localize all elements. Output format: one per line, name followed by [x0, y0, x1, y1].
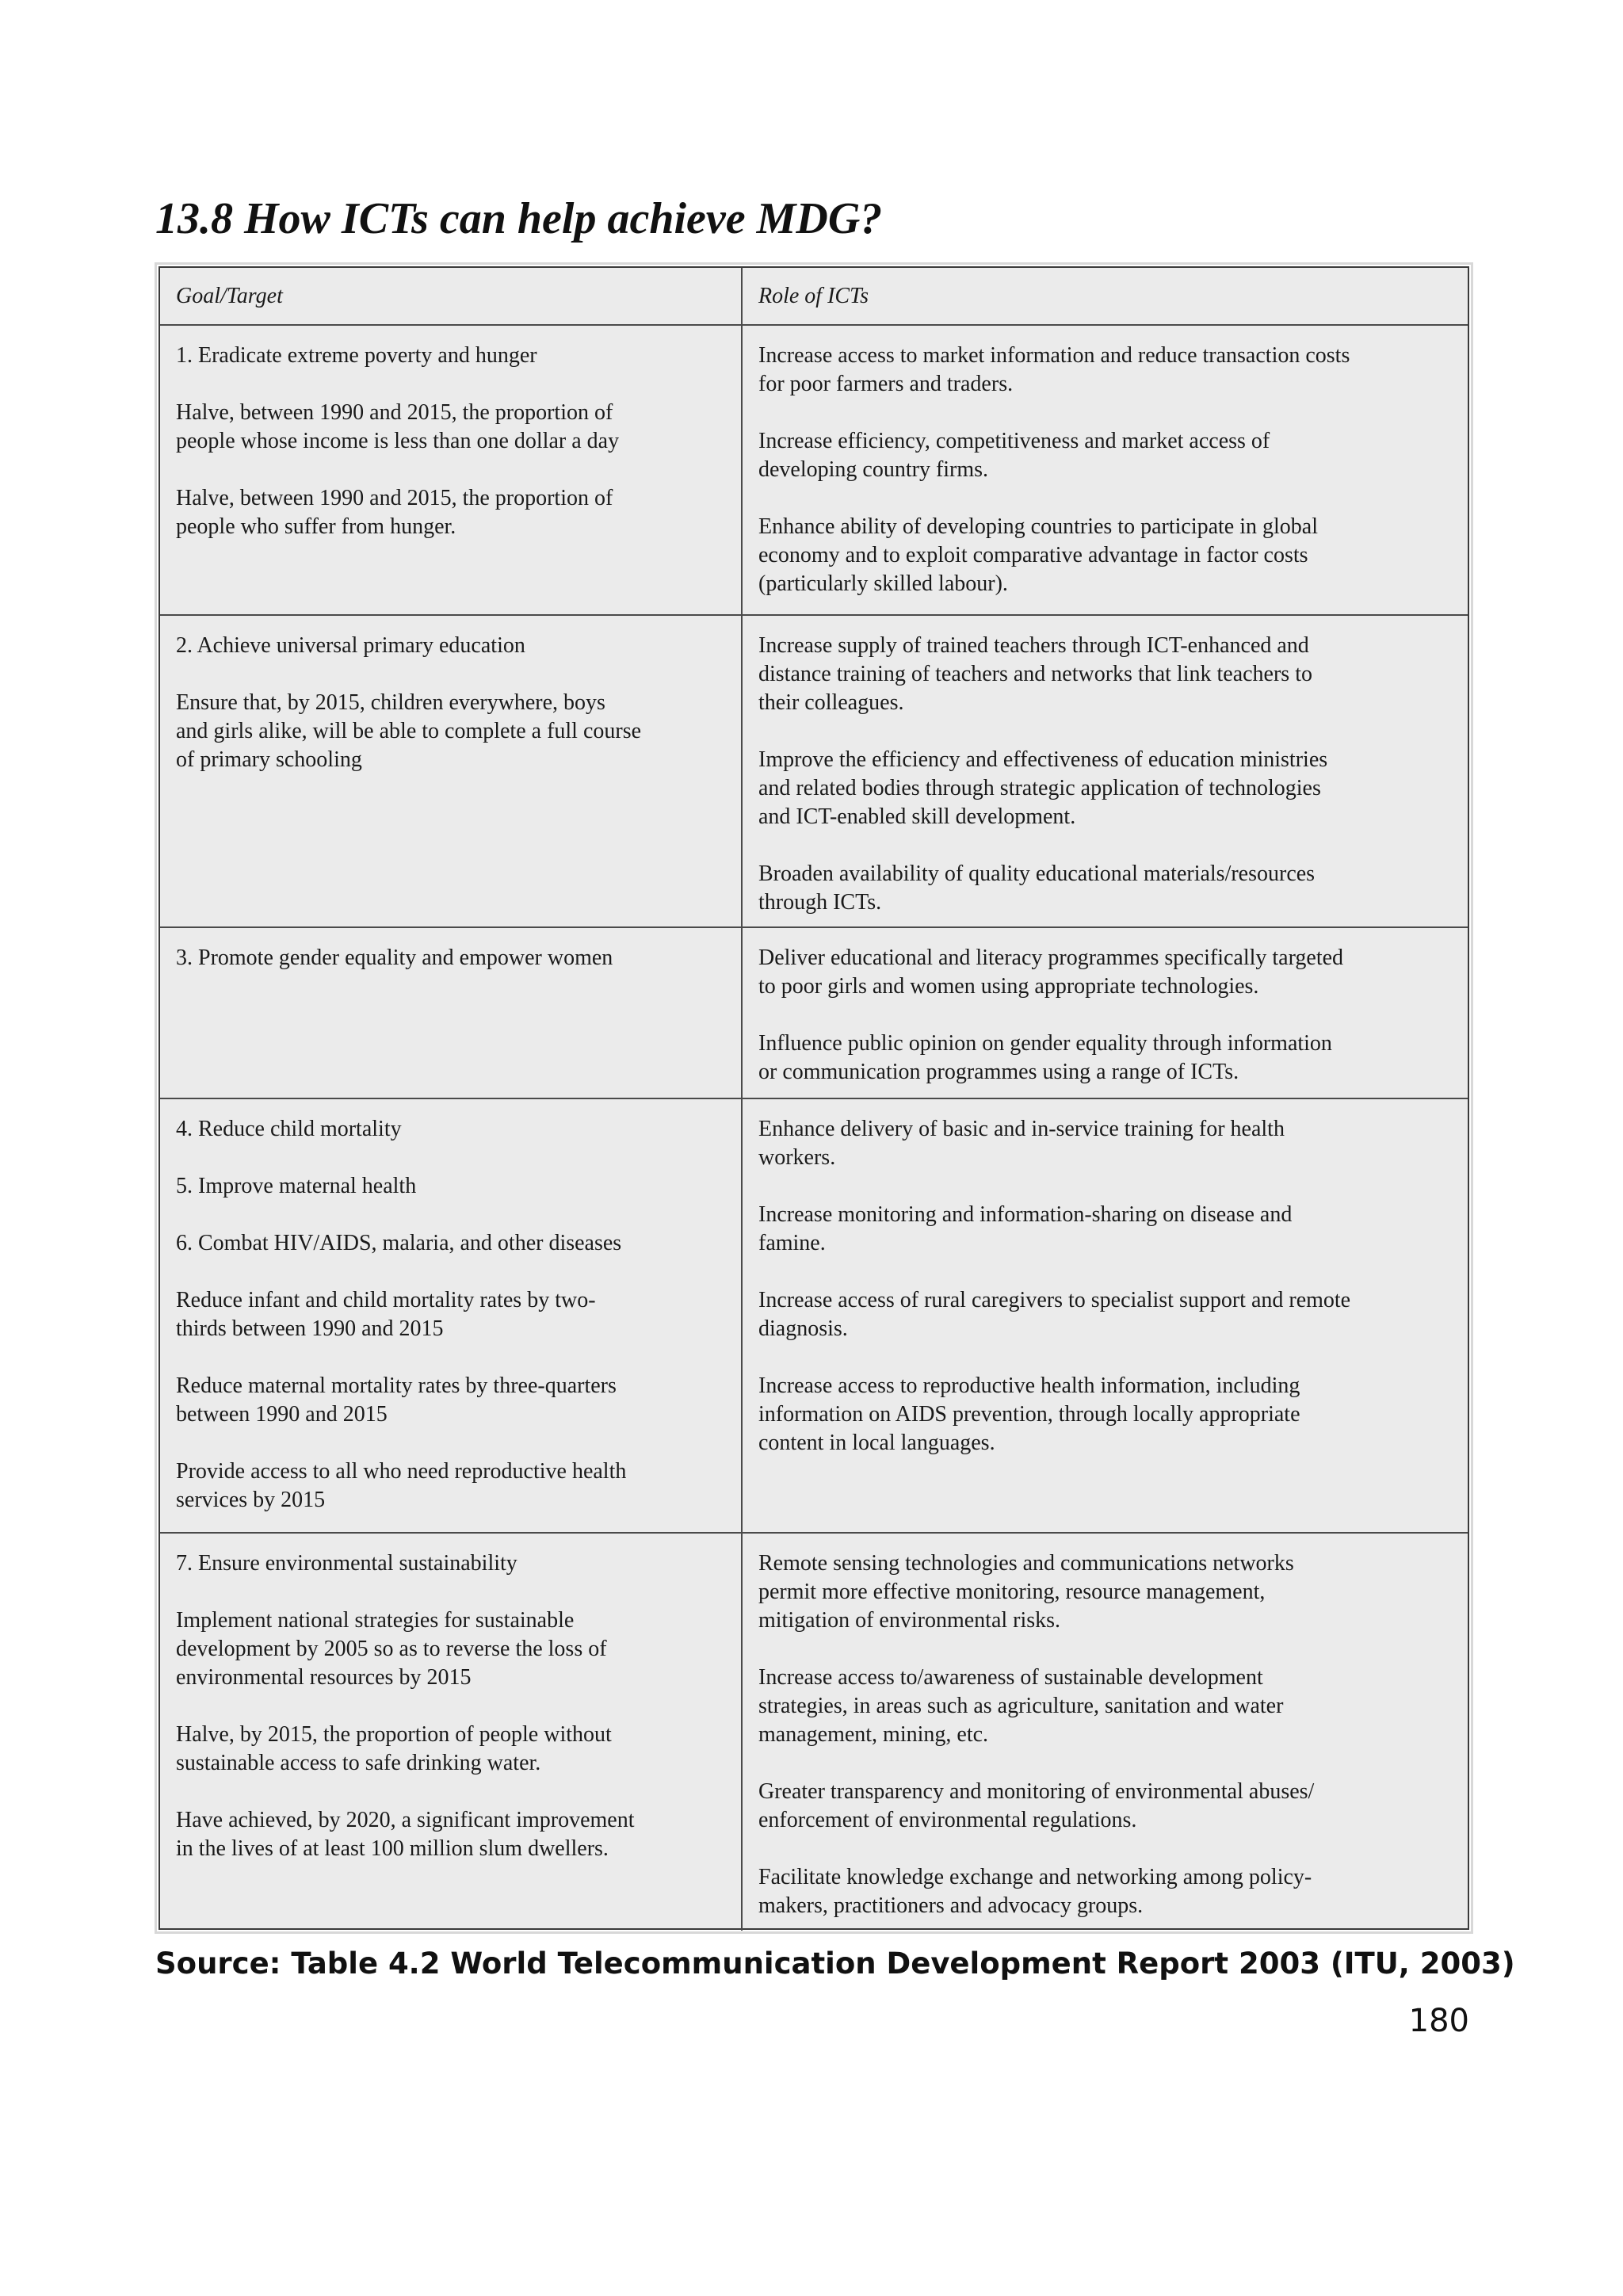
role-text: Increase access of rural caregivers to specialist support and remote diagnosis. — [758, 1288, 1351, 1341]
role-cell — [742, 927, 1468, 1098]
role-text: Broaden availability of quality educational materials/resources through ICTs. — [758, 861, 1316, 915]
role-text: Increase access to/awareness of sustainable development strategies, in areas such as agriculture, sanitation and water management, mining, etc. — [758, 1665, 1284, 1747]
header-role-of-icts: Role of ICTs — [742, 268, 1468, 325]
target-text: Reduce infant and child mortality rates by two- thirds between 1990 and 2015 — [176, 1288, 596, 1341]
role-text: Increase efficiency, competitiveness and market access of developing country firms. — [758, 429, 1270, 482]
goal-text: 7. Ensure environmental sustainability — [176, 1551, 517, 1576]
role-text: Increase monitoring and information-sharing on disease and famine. — [758, 1202, 1293, 1255]
role-text: Enhance ability of developing countries to participate in global economy and to exploit comparative advantage in factor costs (particularly skilled labour). — [758, 514, 1319, 596]
role-cell — [742, 325, 1468, 615]
goal-text: 1. Eradicate extreme poverty and hunger — [176, 343, 537, 368]
goal-cell — [160, 615, 742, 927]
mdg-ict-table — [158, 266, 1469, 1930]
role-cell — [742, 615, 1468, 927]
target-text: Halve, between 1990 and 2015, the proportion of people who suffer from hunger. — [176, 486, 613, 539]
role-text: Increase supply of trained teachers through ICT-enhanced and distance training of teachers and networks that link teachers to their colleagues. — [758, 633, 1312, 715]
goal-text: 5. Improve maternal health — [176, 1174, 417, 1198]
role-text: Enhance delivery of basic and in-service training for health workers. — [758, 1117, 1285, 1170]
goal-text: 3. Promote gender equality and empower women — [176, 946, 613, 970]
role-text: Increase access to market information and reduce transaction costs for poor farmers and traders. — [758, 343, 1350, 396]
role-text: Facilitate knowledge exchange and networking among policy- makers, practitioners and advocacy groups. — [758, 1865, 1312, 1918]
table-row — [160, 1533, 1468, 1931]
table-row — [160, 927, 1468, 1098]
target-text: Reduce maternal mortality rates by three-quarters between 1990 and 2015 — [176, 1373, 617, 1427]
source-caption: Source: Table 4.2 World Telecommunication Development Report 2003 (ITU, 2003) — [155, 1946, 1515, 1981]
table-row — [160, 615, 1468, 927]
role-cell — [742, 1098, 1468, 1533]
role-text: Increase access to reproductive health information, including information on AIDS prevention, through locally appropriate content in local languages. — [758, 1373, 1300, 1455]
target-text: Have achieved, by 2020, a significant improvement in the lives of at least 100 million slum dwellers. — [176, 1808, 635, 1861]
role-text: Deliver educational and literacy programmes specifically targeted to poor girls and women using appropriate technologies. — [758, 946, 1344, 999]
table-header-row — [160, 268, 1468, 325]
goal-text: 6. Combat HIV/AIDS, malaria, and other diseases — [176, 1231, 622, 1255]
role-text: Influence public opinion on gender equality through information or communication programmes using a range of ICTs. — [758, 1031, 1332, 1084]
target-text: Provide access to all who need reproductive health services by 2015 — [176, 1459, 627, 1512]
mdg-table — [160, 268, 1468, 1931]
target-text: Implement national strategies for sustainable development by 2005 so as to reverse the loss of environmental resources by 2015 — [176, 1608, 607, 1690]
role-text: Greater transparency and monitoring of environmental abuses/ enforcement of environmental regulations. — [758, 1779, 1315, 1832]
table-row — [160, 1098, 1468, 1533]
goal-cell — [160, 325, 742, 615]
goal-text: 2. Achieve universal primary education — [176, 633, 525, 658]
goal-cell — [160, 1533, 742, 1931]
goal-cell — [160, 1098, 742, 1533]
goal-text: 4. Reduce child mortality — [176, 1117, 402, 1141]
page-number: 180 — [1408, 2003, 1469, 2039]
target-text: Halve, between 1990 and 2015, the proportion of people whose income is less than one dollar a day — [176, 400, 620, 453]
target-text: Ensure that, by 2015, children everywhere, boys and girls alike, will be able to complete a full course of primary schooling — [176, 690, 642, 772]
role-text: Improve the efficiency and effectiveness of education ministries and related bodies through strategic application of technologies and ICT-enabled skill development. — [758, 747, 1328, 829]
target-text: Halve, by 2015, the proportion of people without sustainable access to safe drinking water. — [176, 1722, 612, 1775]
header-goal-target: Goal/Target — [160, 268, 742, 325]
role-cell — [742, 1533, 1468, 1931]
table-row — [160, 325, 1468, 615]
role-text: Remote sensing technologies and communications networks permit more effective monitoring, resource management, mitigation of environmental risks. — [758, 1551, 1294, 1633]
goal-cell — [160, 927, 742, 1098]
page-heading: 13.8 How ICTs can help achieve MDG? — [155, 194, 883, 243]
